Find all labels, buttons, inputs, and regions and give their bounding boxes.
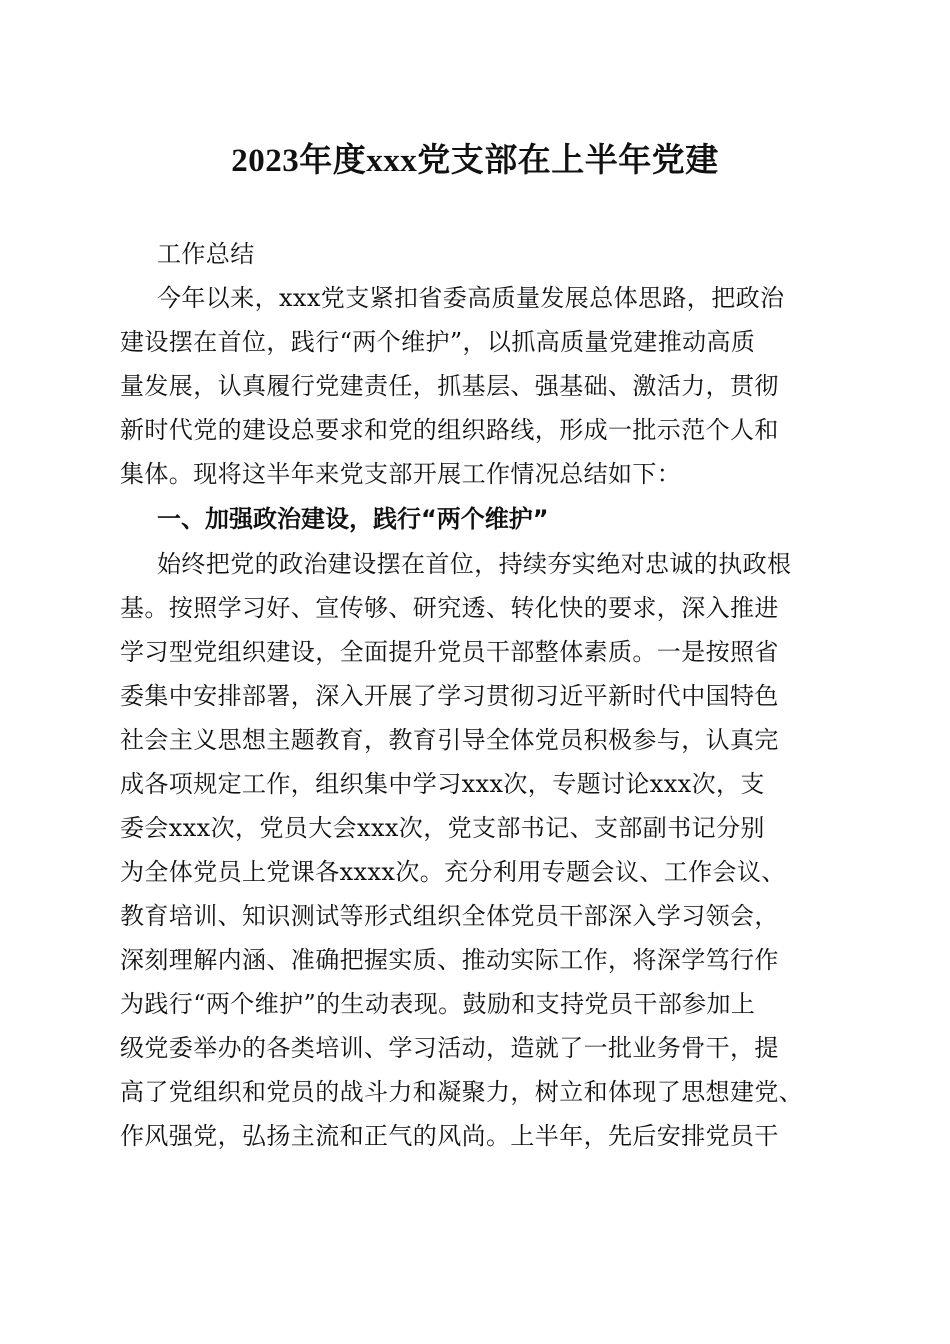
paragraph-line: 基。按照学习好、宣传够、研究透、转化快的要求，深入推进: [120, 594, 779, 622]
paragraph-line: 始终把党的政治建设摆在首位，持续夯实绝对忠诚的执政根: [157, 550, 792, 578]
paragraph-line: 深刻理解内涵、准确把握实质、推动实际工作，将深学笃行作: [120, 946, 779, 974]
paragraph-line: 建设摆在首位，践行“两个维护”，以抓高质量党建推动高质: [120, 328, 756, 356]
paragraph-line: 委集中安排部署，深入开展了学习贯彻习近平新时代中国特色: [120, 682, 779, 710]
paragraph-line: 成各项规定工作，组织集中学习xxx次，专题讨论xxx次，支: [120, 770, 765, 798]
paragraph-line: 量发展，认真履行党建责任，抓基层、强基础、激活力，贯彻: [120, 372, 779, 400]
paragraph-line: 为践行“两个维护”的生动表现。鼓励和支持党员干部参加上: [120, 990, 756, 1018]
paragraph-line: 今年以来，xxx党支紧扣省委高质量发展总体思路，把政治: [157, 284, 785, 312]
section-heading: 一、加强政治建设，践行“两个维护”: [157, 505, 549, 533]
paragraph-line: 学习型党组织建设，全面提升党员干部整体素质。一是按照省: [120, 638, 779, 666]
paragraph-line: 高了党组织和党员的战斗力和凝聚力，树立和体现了思想建党、: [120, 1078, 804, 1106]
subtitle-line: 工作总结: [157, 240, 255, 268]
paragraph-line: 集体。现将这半年来党支部开展工作情况总结如下：: [120, 460, 682, 488]
document-title: 2023年度xxx党支部在上半年党建: [231, 143, 719, 179]
paragraph-line: 教育培训、知识测试等形式组织全体党员干部深入学习领会，: [120, 902, 779, 930]
paragraph-line: 委会xxx次，党员大会xxx次，党支部书记、支部副书记分别: [120, 814, 765, 842]
paragraph-line: 社会主义思想主题教育，教育引导全体党员积极参与，认真完: [120, 726, 779, 754]
paragraph-line: 作风强党，弘扬主流和正气的风尚。上半年，先后安排党员干: [120, 1122, 779, 1150]
paragraph-line: 级党委举办的各类培训、学习活动，造就了一批业务骨干，提: [120, 1034, 779, 1062]
paragraph-line: 新时代党的建设总要求和党的组织路线，形成一批示范个人和: [120, 416, 779, 444]
paragraph-line: 为全体党员上党课各xxxx次。充分利用专题会议、工作会议、: [120, 858, 786, 886]
